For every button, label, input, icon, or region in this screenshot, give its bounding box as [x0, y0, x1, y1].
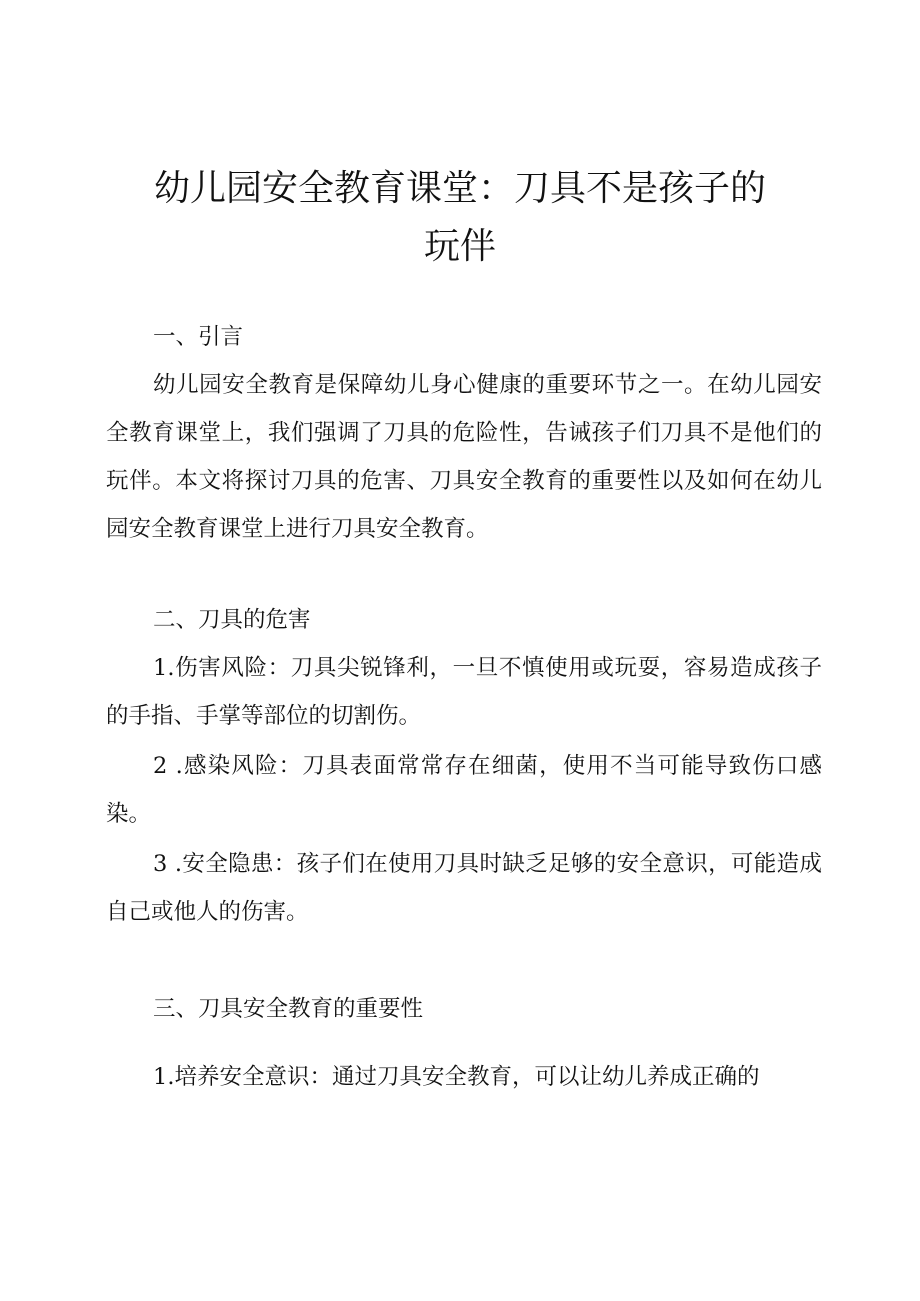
section-heading-introduction: 一、引言 [153, 324, 244, 350]
paragraph-introduction: 幼儿园安全教育是保障幼儿身心健康的重要环节之一。在幼儿园安全教育课堂上，我们强调了刀具的危险性，告诫孩子们刀具不是他们的玩伴。本文将探讨刀具的危害、刀具安全教育的重要性以及如何在幼儿园安全教育课堂上进行刀具安全教育。 [106, 372, 822, 542]
paragraph-injury-risk: 1.伤害风险：刀具尖锐锋利，一旦不慎使用或玩耍，容易造成孩子的手指、手掌等部位的切割伤。 [106, 655, 822, 729]
paragraph-safety-hazard: 3 .安全隐患：孩子们在使用刀具时缺乏足够的安全意识，可能造成自己或他人的伤害。 [106, 851, 822, 925]
paragraph-safety-awareness: 1.培养安全意识：通过刀具安全教育，可以让幼儿养成正确的 [153, 1064, 760, 1090]
paragraph-infection-risk: 2 .感染风险：刀具表面常常存在细菌，使用不当可能导致伤口感染。 [106, 753, 822, 827]
page-title: 幼儿园安全教育课堂：刀具不是孩子的玩伴 [153, 168, 766, 267]
section-heading-importance: 三、刀具安全教育的重要性 [153, 996, 424, 1022]
section-heading-dangers: 二、刀具的危害 [153, 607, 311, 633]
